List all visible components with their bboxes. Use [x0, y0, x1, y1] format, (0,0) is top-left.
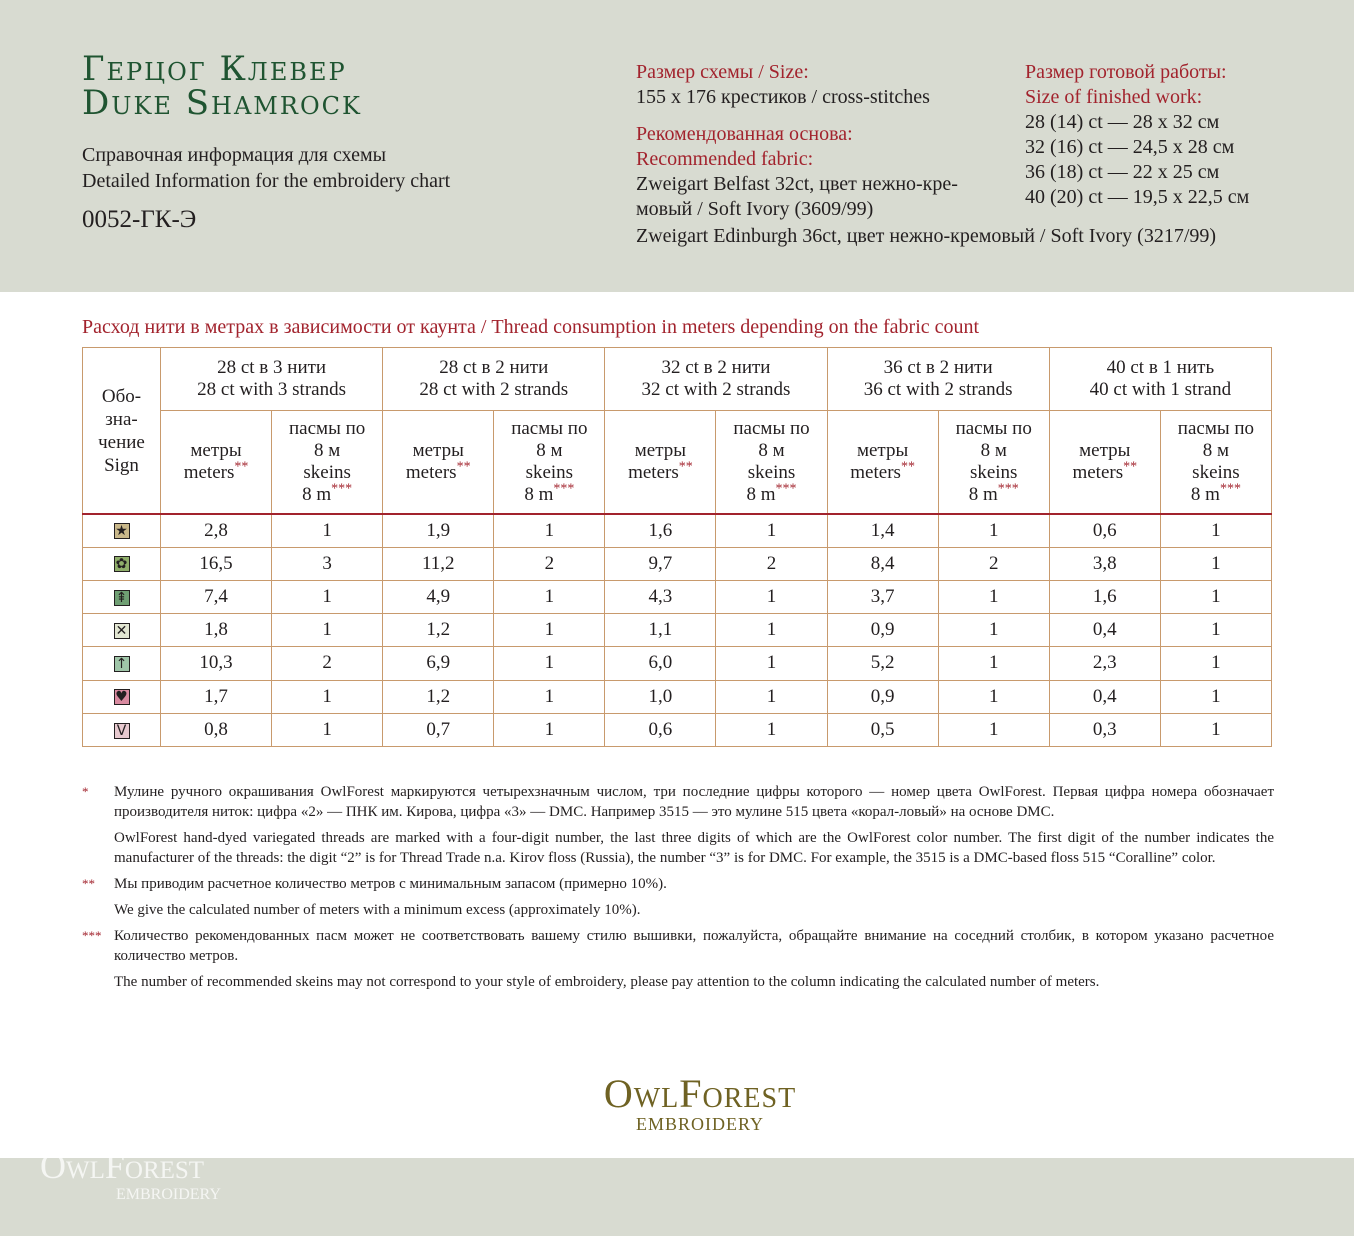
footnote-mark: ** — [82, 876, 95, 891]
table-title: Расход нити в метрах в зависимости от каунта / Thread consumption in meters depending on the fabric count — [82, 316, 980, 338]
footnote — [82, 782, 1274, 868]
table-row — [83, 614, 1272, 647]
meters-cell: 2,8 — [161, 514, 272, 547]
star-symbol-icon: ★ — [115, 523, 128, 540]
fabric-1: Zweigart Belfast 32ct, цвет нежно-кре-мовый / Soft Ivory (3609/99) — [636, 173, 958, 220]
footnote-mark: * — [82, 784, 89, 799]
skeins-cell: 1 — [716, 647, 827, 680]
group-header: 28 ct в 2 нити 28 ct with 2 strands — [383, 348, 605, 411]
subtitle-ru: Справочная информация для схемы — [82, 144, 387, 166]
footnote-ru: Мулине ручного окрашивания OwlForest маркируются четырехзначным числом, три последние цифры которого — номер цвета OwlForest. Первая цифра номера обозначает производителя ниток: цифра «2» — ПНК им. Кирова, цифра «3» — DMC. Например 3515 — это мулине 515 цвета «корал-ловый» на основе DMC. — [114, 784, 1274, 820]
skeins-cell: 2 — [716, 547, 827, 580]
sign-cell — [83, 713, 161, 746]
meters-cell: 0,7 — [383, 713, 494, 746]
sign-header: Обо- зна- чение Sign — [83, 348, 161, 515]
finished-label-ru: Размер готовой работы: — [1025, 61, 1227, 83]
skeins-cell: 1 — [1160, 713, 1271, 746]
footnote-en: The number of recommended skeins may not correspond to your style of embroidery, please pay attention to the column indicating the calculated number of meters. — [114, 974, 1100, 990]
table-row — [83, 547, 1272, 580]
skeins-cell: 1 — [272, 680, 383, 713]
skeins-header: пасмы по 8 м skeins 8 m*** — [716, 411, 827, 515]
meters-cell: 1,0 — [605, 680, 716, 713]
meters-header: метры meters** — [383, 411, 494, 515]
skeins-cell: 1 — [938, 680, 1049, 713]
footnote — [82, 874, 1274, 920]
skeins-cell: 3 — [272, 547, 383, 580]
skeins-cell: 1 — [938, 514, 1049, 547]
meters-cell: 1,4 — [827, 514, 938, 547]
meters-cell: 1,2 — [383, 680, 494, 713]
title-en: Duke Shamrock — [82, 83, 362, 123]
finished-size-info — [1025, 60, 1325, 210]
finished-size-28: 28 (14) ct — 28 x 32 см — [1025, 111, 1220, 133]
table-row — [83, 647, 1272, 680]
meters-header: метры meters** — [161, 411, 272, 515]
thread-consumption-table — [82, 347, 1272, 747]
skeins-cell: 1 — [938, 647, 1049, 680]
skeins-header: пасмы по 8 м skeins 8 m*** — [272, 411, 383, 515]
title-ru: Герцог Клевер — [82, 49, 347, 89]
footnote-ru: Мы приводим расчетное количество метров с минимальным запасом (примерно 10%). — [114, 876, 667, 892]
sign-cell — [83, 514, 161, 547]
skeins-header: пасмы по 8 м skeins 8 m*** — [1160, 411, 1271, 515]
skeins-cell: 1 — [716, 680, 827, 713]
meters-header: метры meters** — [827, 411, 938, 515]
skeins-cell: 1 — [1160, 547, 1271, 580]
meters-cell: 0,4 — [1049, 614, 1160, 647]
table-row — [83, 580, 1272, 613]
group-header: 32 ct в 2 нити 32 ct with 2 strands — [605, 348, 827, 411]
table-row — [83, 713, 1272, 746]
skeins-cell: 1 — [1160, 680, 1271, 713]
meters-cell: 0,9 — [827, 680, 938, 713]
chart-code: 0052-ГК-Э — [82, 206, 197, 233]
fabric-2: Zweigart Edinburgh 36ct, цвет нежно-кремовый / Soft Ivory (3217/99) — [636, 225, 1217, 247]
table-row — [83, 680, 1272, 713]
meters-cell: 16,5 — [161, 547, 272, 580]
skeins-cell: 1 — [1160, 647, 1271, 680]
group-header: 40 ct в 1 нить 40 ct with 1 strand — [1049, 348, 1271, 411]
meters-header: метры meters** — [1049, 411, 1160, 515]
sign-cell — [83, 614, 161, 647]
footnote-en: OwlForest hand-dyed variegated threads are marked with a four-digit number, the last three digits of which are the OwlForest color number. The first digit of the number indicates the manufacturer of the threads: the digit “2” is for Thread Trade n.a. Kirov floss (Russia), the number “3” is for DMC. For example, the 3515 is a DMC-based floss 515 “Coralline” color. — [114, 830, 1274, 866]
meters-cell: 4,9 — [383, 580, 494, 613]
finished-label-en: Size of finished work: — [1025, 86, 1203, 108]
meters-cell: 0,4 — [1049, 680, 1160, 713]
arrow-up-symbol-icon: ↑ — [114, 656, 130, 672]
cross-symbol-icon: ✕ — [114, 623, 130, 639]
skeins-cell: 1 — [1160, 580, 1271, 613]
sign-cell — [83, 547, 161, 580]
logo-main: OwlForest — [603, 1071, 797, 1116]
watermark-main: OwlForest — [40, 1146, 205, 1186]
v-symbol-icon: V — [114, 723, 130, 739]
chart-size-value: 155 x 176 крестиков / cross-stitches — [636, 86, 930, 108]
skeins-header: пасмы по 8 м skeins 8 m*** — [494, 411, 605, 515]
skeins-cell: 1 — [272, 580, 383, 613]
fabric-label-en: Recommended fabric: — [636, 148, 814, 170]
tree-symbol-icon: ⇞ — [114, 590, 130, 606]
skeins-cell: 1 — [716, 514, 827, 547]
footnotes — [82, 782, 1274, 998]
meters-cell: 8,4 — [827, 547, 938, 580]
finished-size-32: 32 (16) ct — 24,5 x 28 см — [1025, 136, 1235, 158]
skeins-cell: 1 — [272, 614, 383, 647]
skeins-cell: 1 — [716, 580, 827, 613]
group-header: 36 ct в 2 нити 36 ct with 2 strands — [827, 348, 1049, 411]
skeins-cell: 1 — [494, 647, 605, 680]
skeins-cell: 2 — [494, 547, 605, 580]
page-title — [82, 49, 362, 123]
skeins-cell: 1 — [494, 680, 605, 713]
meters-cell: 0,3 — [1049, 713, 1160, 746]
meters-cell: 0,6 — [605, 713, 716, 746]
leaf-symbol-icon: ✿ — [114, 556, 130, 572]
group-header: 28 ct в 3 нити 28 ct with 3 strands — [161, 348, 383, 411]
meters-cell: 10,3 — [161, 647, 272, 680]
meters-cell: 11,2 — [383, 547, 494, 580]
finished-size-40: 40 (20) ct — 19,5 x 22,5 см — [1025, 186, 1250, 208]
meters-cell: 0,9 — [827, 614, 938, 647]
meters-cell: 1,9 — [383, 514, 494, 547]
owlforest-logo — [560, 1070, 840, 1135]
table-row — [83, 514, 1272, 547]
meters-cell: 7,4 — [161, 580, 272, 613]
skeins-cell: 1 — [494, 514, 605, 547]
meters-cell: 1,7 — [161, 680, 272, 713]
meters-cell: 1,8 — [161, 614, 272, 647]
chart-size-label: Размер схемы / Size: — [636, 61, 809, 83]
meters-cell: 1,6 — [1049, 580, 1160, 613]
meters-cell: 1,6 — [605, 514, 716, 547]
skeins-cell: 1 — [938, 580, 1049, 613]
skeins-header: пасмы по 8 м skeins 8 m*** — [938, 411, 1049, 515]
meters-cell: 9,7 — [605, 547, 716, 580]
skeins-cell: 2 — [938, 547, 1049, 580]
meters-cell: 0,8 — [161, 713, 272, 746]
skeins-cell: 1 — [494, 713, 605, 746]
fabric-label-ru: Рекомендованная основа: — [636, 123, 853, 145]
meters-cell: 2,3 — [1049, 647, 1160, 680]
footnote-mark: *** — [82, 928, 102, 943]
skeins-cell: 1 — [716, 614, 827, 647]
sign-cell — [83, 647, 161, 680]
subtitle-en: Detailed Information for the embroidery chart — [82, 170, 451, 192]
meters-cell: 5,2 — [827, 647, 938, 680]
skeins-cell: 1 — [494, 580, 605, 613]
meters-cell: 4,3 — [605, 580, 716, 613]
meters-cell: 1,1 — [605, 614, 716, 647]
watermark — [40, 1146, 221, 1204]
chart-info — [636, 60, 1016, 222]
meters-cell: 1,2 — [383, 614, 494, 647]
skeins-cell: 1 — [494, 614, 605, 647]
watermark-sub: EMBROIDERY — [116, 1186, 221, 1203]
skeins-cell: 1 — [716, 713, 827, 746]
footnote-ru: Количество рекомендованных пасм может не соответствовать вашему стилю вышивки, пожалуйста, обращайте внимание на соседний столбик, в котором указано расчетное количество метров. — [114, 928, 1274, 964]
skeins-cell: 1 — [272, 713, 383, 746]
skeins-cell: 1 — [938, 614, 1049, 647]
meters-cell: 3,8 — [1049, 547, 1160, 580]
skeins-cell: 1 — [272, 514, 383, 547]
heart-symbol-icon: ♥ — [115, 689, 128, 706]
logo-sub: EMBROIDERY — [635, 1114, 764, 1134]
meters-cell: 0,5 — [827, 713, 938, 746]
sign-cell — [83, 680, 161, 713]
skeins-cell: 1 — [938, 713, 1049, 746]
meters-cell: 6,9 — [383, 647, 494, 680]
sign-cell — [83, 580, 161, 613]
footnote-en: We give the calculated number of meters with a minimum excess (approximately 10%). — [114, 902, 641, 918]
meters-cell: 3,7 — [827, 580, 938, 613]
meters-header: метры meters** — [605, 411, 716, 515]
skeins-cell: 1 — [1160, 514, 1271, 547]
meters-cell: 6,0 — [605, 647, 716, 680]
finished-size-36: 36 (18) ct — 22 x 25 см — [1025, 161, 1220, 183]
skeins-cell: 2 — [272, 647, 383, 680]
footnote — [82, 926, 1274, 992]
skeins-cell: 1 — [1160, 614, 1271, 647]
meters-cell: 0,6 — [1049, 514, 1160, 547]
